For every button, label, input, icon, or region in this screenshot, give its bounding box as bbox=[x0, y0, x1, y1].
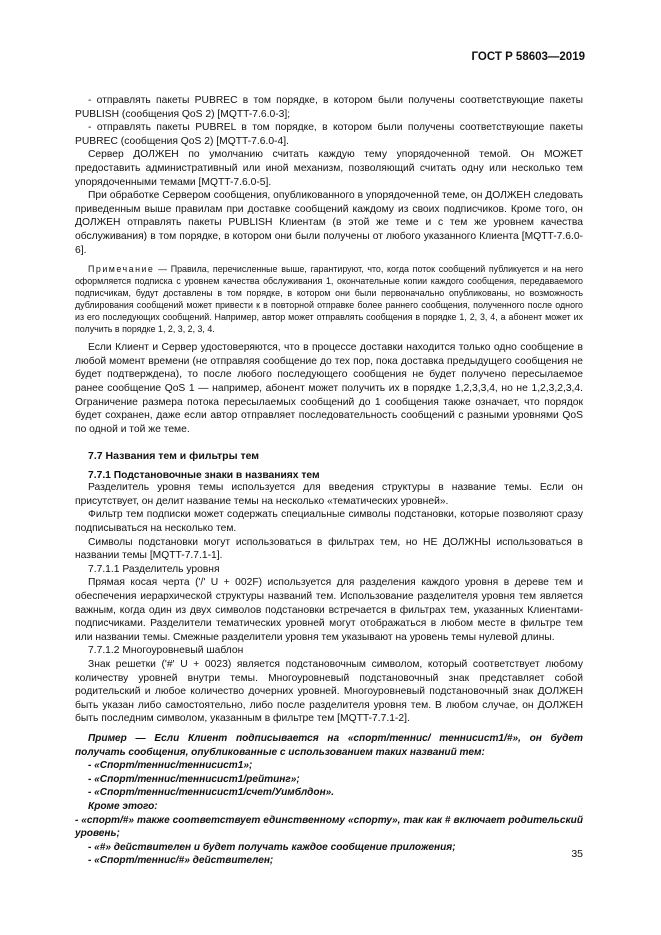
subsection-heading: 7.7.1 Подстановочные знаки в названиях тем bbox=[88, 470, 320, 482]
example-line: Кроме этого: bbox=[88, 800, 158, 812]
paragraph-hash-wildcard: Знак решетки ('#' U + 0023) является подстановочным символом, который соответствует любому количеству уровней внутри темы. Многоуровневый подстановочный знак представляет собой родительский и любое количество дочерних уровней. Многоуровневый подстановочный знак ДОЛЖЕН быть указан либо самостоятельно, либо после разделителя уровня тем. В любом случае, он ДОЛЖЕН быть последним символом, указанным в фильтре тем [MQTT-7.7.1-2]. bbox=[75, 659, 583, 725]
paragraph-level-separator-intro: Разделитель уровня темы используется для введения структуры в название темы. Если он присутствует, он делит название темы на несколько «тематических уровней». bbox=[75, 482, 583, 507]
example-line: - «спорт/#» также соответствует единственному «спорту», так как # включает родительский уровень; bbox=[75, 814, 583, 840]
example-line: - «Спорт/теннис/#» действителен; bbox=[88, 855, 274, 867]
list-item-pubrel: - отправлять пакеты PUBREL в том порядке, в котором были получены соответствующие пакеты PUBREC (сообщения QoS 2) [MQTT-7.6.0-4]. bbox=[75, 122, 583, 147]
paragraph-single-message: Если Клиент и Сервер удостоверяются, что в процессе доставки находится только одно сообщение в любой момент времени (не отправляя сообщение до тех пор, пока доставка предыдущего сообщения не будет подтверждена), то после любого последующего сообщения не будет получено пересылаемое ранее сообщение QoS 1 — например, абонент может получить их в порядке 1,2,3,3,4, но не 1,2,3,2,3,4. Ограничение размера потока пересылаемых сообщений до 1 сообщения также означает, что порядок будет сохранен, даже если автор отправляет последовательность сообщений с разными уровнями QoS по одной и той же теме. bbox=[75, 342, 583, 435]
example-line: - «#» действителен и будет получать каждое сообщение приложения; bbox=[88, 841, 456, 853]
example-line: - «Спорт/теннис/теннисист1»; bbox=[88, 760, 253, 772]
example-lead: Пример — Если Клиент подписывается на «спорт/теннис/ теннисист1/#», он будет получать сообщения, опубликованные с использованием таких названий тем: bbox=[75, 732, 583, 758]
paragraph-ordered-processing: При обработке Сервером сообщения, опубликованного в упорядоченной теме, он ДОЛЖЕН следовать приведенным выше правилам при доставке сообщений каждому из своих подписчиков. Кроме того, он ДОЛЖЕН отправлять пакеты PUBLISH Клиентам (в этой же теме и с тем же уровнем качества обслуживания) в том порядке, в котором они были получены от любого указанного Клиента [MQTT-7.6.0-6]. bbox=[75, 190, 583, 256]
paragraph-slash-separator: Прямая косая черта ('/' U + 002F) используется для разделения каждого уровня в дереве тем и обеспечения иерархической структуры названий тем. Использование разделителя уровня тем является важным, когда один из двух символов подстановки встречается в фильтрах тем, указанных Клиентами-подписчиками. Разделители тематических уровней могут отображаться в любом месте в фильтре тем или названии темы. Смежные разделители уровня тем указывают на уровень темы нулевой длины. bbox=[75, 577, 583, 643]
clause-heading-level-separator: 7.7.1.1 Разделитель уровня bbox=[88, 563, 220, 575]
document-code: ГОСТ Р 58603—2019 bbox=[471, 51, 585, 63]
note-block bbox=[75, 263, 583, 335]
paragraph-filter-wildcards: Фильтр тем подписки может содержать специальные символы подстановки, которые позволяют сразу подписываться на несколько тем. bbox=[75, 509, 583, 535]
note-label: Примечание bbox=[88, 264, 155, 275]
page-body bbox=[75, 94, 583, 868]
page-number: 35 bbox=[571, 848, 583, 860]
example-block bbox=[75, 732, 583, 868]
example-line: - «Спорт/теннис/теннисист1/рейтинг»; bbox=[88, 773, 300, 785]
example-line: - «Спорт/теннис/теннисист1/счет/Уимблдон». bbox=[88, 787, 335, 799]
section-heading: 7.7 Названия тем и фильтры тем bbox=[88, 450, 260, 463]
list-item-pubrec: - отправлять пакеты PUBREC в том порядке, в котором были получены соответствующие пакеты PUBLISH (сообщения QoS 2) [MQTT-7.6.0-3]; bbox=[75, 95, 583, 120]
note-text: — Правила, перечисленные выше, гарантируют, что, когда поток сообщений публикуется и на него оформляется подписка с уровнем качества обслуживания 1, окончательные копии каждого сообщения, передаваемого подписчикам, будут доставлены в том порядке, в котором они были первоначально опубликованы, но возможность дублирования сообщений может привести к в повторной отправке более раннего сообщения, полученного после одного из его последующих сообщений. Например, автор может отправлять сообщения в порядке 1, 2, 3, 4, а абонент может их получить в порядке 1, 2, 3, 2, 3, 4. bbox=[75, 264, 583, 335]
paragraph-wildcard-rule: Символы подстановки могут использоваться в фильтрах тем, но НЕ ДОЛЖНЫ использоваться в названии темы [MQTT-7.7.1-1]. bbox=[75, 536, 583, 562]
clause-heading-multilevel: 7.7.1.2 Многоуровневый шаблон bbox=[88, 645, 244, 657]
paragraph-ordered-default: Сервер ДОЛЖЕН по умолчанию считать каждую тему упорядоченной темой. Он МОЖЕТ предоставить административный или иной механизм, позволяющий считать одну или несколько тем упорядоченными темами [MQTT-7.6.0-5]. bbox=[75, 149, 583, 188]
